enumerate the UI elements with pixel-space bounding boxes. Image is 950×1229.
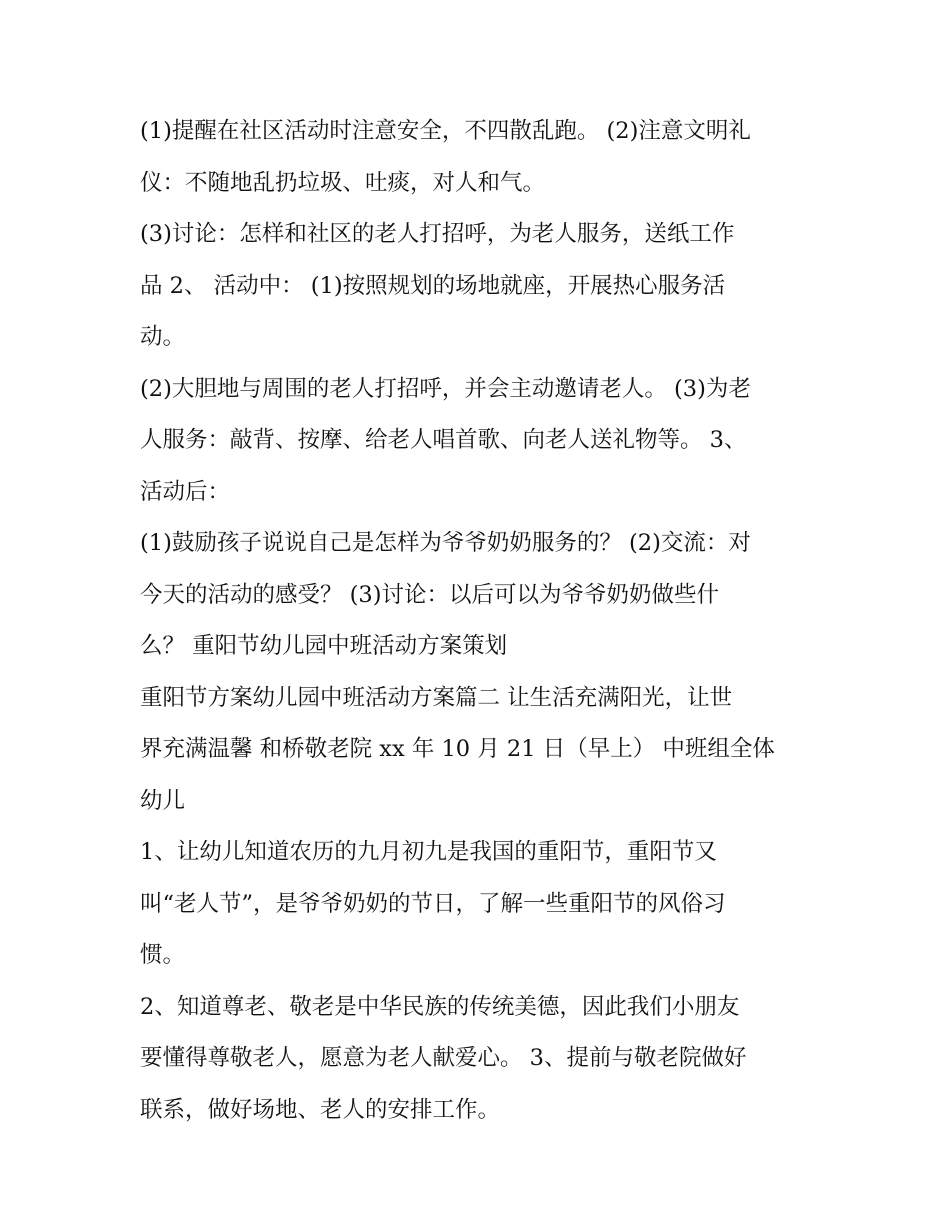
text-line: 品 2、 活动中： (1)按照规划的场地就座，开展热心服务活 [140,272,726,299]
text-line: 要懂得尊敬老人，愿意为老人献爱心。 3、提前与敬老院做好 [140,1045,747,1071]
text-line: 叫“老人节”，是爷爷奶奶的节日，了解一些重阳节的风俗习 [140,890,726,917]
text-line: 今天的活动的感受？ (3)讨论：以后可以为爷爷奶奶做些什 [140,581,720,608]
text-line: 2、知道尊老、敬老是中华民族的传统美德，因此我们小朋友 [140,993,740,1020]
text-line: 界充满温馨 和桥敬老院 xx 年 10 月 21 日（早上） 中班组全体 [140,736,775,762]
text-line: 活动后： [140,478,231,505]
paragraph-goal-two [140,982,810,1137]
text-line: 重阳节方案幼儿园中班活动方案篇二 让生活充满阳光，让世 [140,684,733,711]
text-line: 人服务：敲背、按摩、给老人唱首歌、向老人送礼物等。 3、 [140,427,747,453]
text-line: 幼儿 [140,787,186,814]
paragraph-safety-reminder [140,106,810,209]
text-line: (1)鼓励孩子说说自己是怎样为爷爷奶奶服务的？ (2)交流：对 [140,530,751,556]
text-line: 仪：不随地乱扔垃圾、吐痰，对人和气。 [140,169,546,196]
text-line: 惯。 [140,942,186,968]
text-line: 动。 [140,324,186,350]
paragraph-greeting-service [140,364,810,519]
paragraph-goal-one [140,827,810,982]
text-line: 1、让幼儿知道农历的九月初九是我国的重阳节，重阳节又 [140,839,717,865]
text-line: 么？ 重阳节幼儿园中班活动方案策划 [140,633,508,659]
paragraph-plan-two [140,673,810,828]
paragraph-after-activity [140,518,810,673]
document-body [140,106,810,1136]
paragraph-discussion [140,209,810,364]
text-line: (2)大胆地与周围的老人打招呼，并会主动邀请老人。 (3)为老 [140,375,751,402]
text-line: (1)提醒在社区活动时注意安全，不四散乱跑。 (2)注意文明礼 [140,118,751,144]
text-line: 联系，做好场地、老人的安排工作。 [140,1096,501,1123]
text-line: (3)讨论：怎样和社区的老人打招呼，为老人服务，送纸工作 [140,221,735,247]
